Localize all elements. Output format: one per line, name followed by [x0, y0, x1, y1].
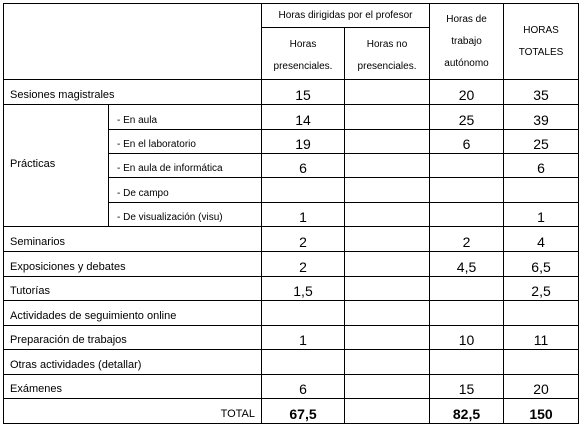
autonomous-value: 20	[430, 80, 504, 105]
row-label: Seminarios	[4, 227, 262, 252]
hours-table-container	[3, 3, 579, 424]
header-non-presential: Horas no presenciales.	[345, 28, 430, 80]
presential-value: 6	[262, 375, 345, 399]
table-row	[4, 252, 579, 277]
presential-value	[262, 350, 345, 375]
row-label: - De campo	[109, 178, 262, 203]
header-total-hours: HORAS TOTALES	[504, 4, 579, 80]
totals-row	[4, 399, 579, 424]
row-label: Actividades de seguimiento online	[4, 301, 262, 326]
row-label: - En aula de informática	[109, 154, 262, 178]
header-autonomous-hours: Horas de trabajo autónomo	[430, 4, 504, 80]
autonomous-value: 6	[430, 130, 504, 154]
row-label: Preparación de trabajos	[4, 326, 262, 350]
autonomous-value	[430, 154, 504, 178]
presential-value: 1,5	[262, 277, 345, 301]
non-presential-value	[345, 130, 430, 154]
header-directed-hours: Horas dirigidas por el profesor	[262, 4, 430, 28]
non-presential-value	[345, 80, 430, 105]
total-non-presential	[345, 399, 430, 424]
table-row	[4, 326, 579, 350]
row-label: - En aula	[109, 105, 262, 130]
autonomous-value	[430, 277, 504, 301]
non-presential-value	[345, 375, 430, 399]
row-label: - De visualización (visu)	[109, 203, 262, 227]
total-value: 6,5	[504, 252, 579, 277]
non-presential-value	[345, 252, 430, 277]
presential-value: 15	[262, 80, 345, 105]
total-value: 2,5	[504, 277, 579, 301]
table-row	[4, 277, 579, 301]
presential-value: 14	[262, 105, 345, 130]
autonomous-value: 25	[430, 105, 504, 130]
row-label: Exámenes	[4, 375, 262, 399]
autonomous-value: 4,5	[430, 252, 504, 277]
row-label: Sesiones magistrales	[4, 80, 262, 105]
total-value	[504, 350, 579, 375]
total-value: 1	[504, 203, 579, 227]
total-value: 39	[504, 105, 579, 130]
presential-value: 1	[262, 203, 345, 227]
non-presential-value	[345, 326, 430, 350]
autonomous-value: 15	[430, 375, 504, 399]
total-value	[504, 178, 579, 203]
non-presential-value	[345, 301, 430, 326]
total-value	[504, 301, 579, 326]
autonomous-value	[430, 178, 504, 203]
total-presential: 67,5	[262, 399, 345, 424]
total-value: 11	[504, 326, 579, 350]
row-label: - En el laboratorio	[109, 130, 262, 154]
non-presential-value	[345, 277, 430, 301]
presential-value	[262, 178, 345, 203]
row-label: Exposiciones y debates	[4, 252, 262, 277]
row-label: Otras actividades (detallar)	[4, 350, 262, 375]
presential-value: 19	[262, 130, 345, 154]
presential-value: 2	[262, 227, 345, 252]
non-presential-value	[345, 105, 430, 130]
autonomous-value	[430, 350, 504, 375]
table-row	[4, 375, 579, 399]
table-row	[4, 301, 579, 326]
header-empty-cell	[4, 4, 262, 80]
presential-value: 1	[262, 326, 345, 350]
row-label: Tutorías	[4, 277, 262, 301]
total-value: 6	[504, 154, 579, 178]
autonomous-value: 2	[430, 227, 504, 252]
non-presential-value	[345, 227, 430, 252]
header-row-top	[4, 4, 579, 28]
total-value: 4	[504, 227, 579, 252]
total-value: 25	[504, 130, 579, 154]
hours-distribution-table	[3, 3, 579, 424]
presential-value	[262, 301, 345, 326]
total-label: TOTAL	[4, 399, 262, 424]
table-row	[4, 350, 579, 375]
non-presential-value	[345, 154, 430, 178]
non-presential-value	[345, 203, 430, 227]
total-autonomous: 82,5	[430, 399, 504, 424]
table-row	[4, 227, 579, 252]
grand-total: 150	[504, 399, 579, 424]
table-row	[4, 105, 579, 130]
non-presential-value	[345, 350, 430, 375]
header-presential: Horas presenciales.	[262, 28, 345, 80]
presential-value: 2	[262, 252, 345, 277]
non-presential-value	[345, 178, 430, 203]
presential-value: 6	[262, 154, 345, 178]
autonomous-value	[430, 301, 504, 326]
total-value: 35	[504, 80, 579, 105]
autonomous-value: 10	[430, 326, 504, 350]
table-row	[4, 80, 579, 105]
practicas-label: Prácticas	[4, 105, 109, 227]
autonomous-value	[430, 203, 504, 227]
total-value: 20	[504, 375, 579, 399]
